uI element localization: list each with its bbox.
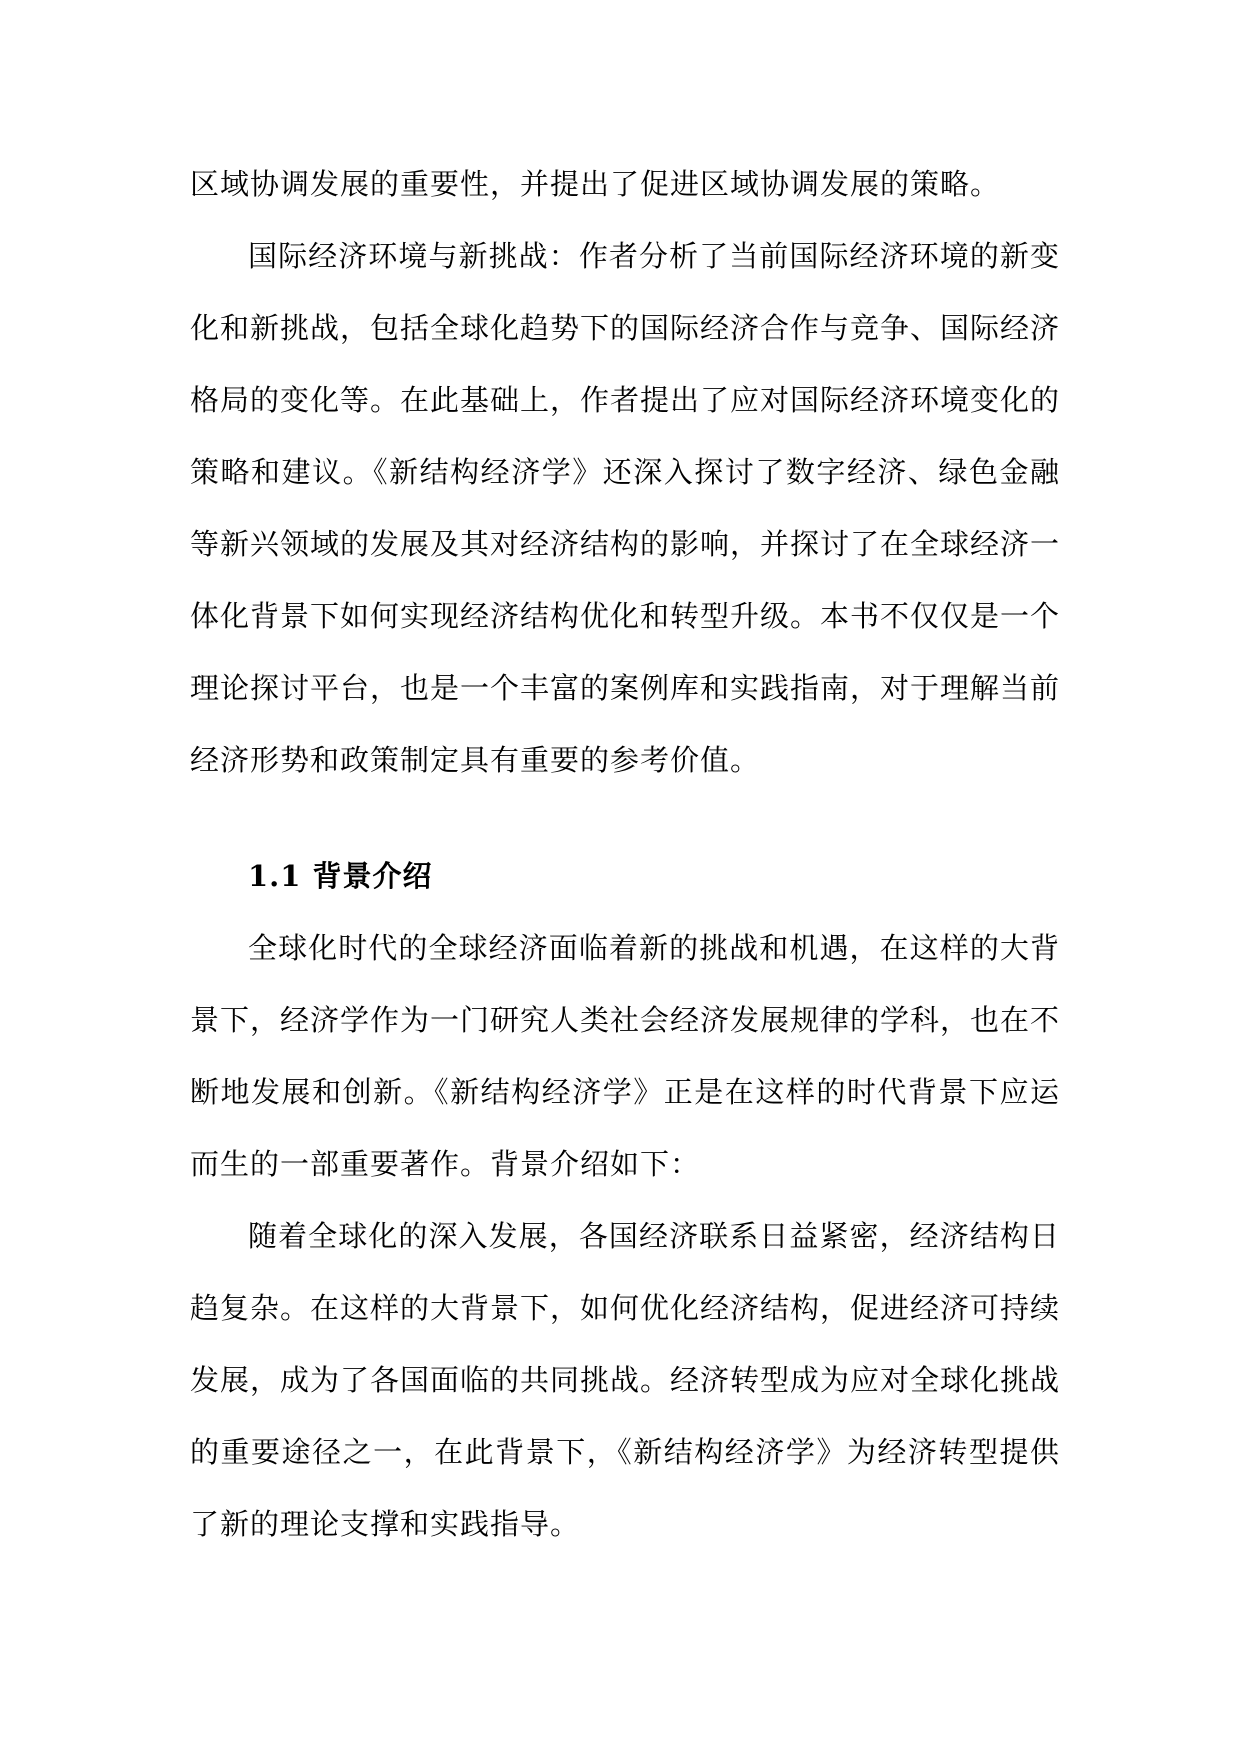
section-heading-background: 1.1 背景介绍 xyxy=(248,859,433,893)
paragraph-globalization: 随着全球化的深入发展，各国经济联系日益紧密，经济结构日趋复杂。在这样的大背景下，如何优化经济结构，促进经济可持续发展，成为了各国面临的共同挑战。经济转型成为应对全球化挑战的重要途径之一，在此背景下，《新结构经济学》为经济转型提供了新的理论支撑和实践指导。 xyxy=(190,1219,1061,1541)
paragraph-regional-development: 区域协调发展的重要性，并提出了促进区域协调发展的策略。 xyxy=(190,167,1001,201)
paragraph-background-intro: 全球化时代的全球经济面临着新的挑战和机遇，在这样的大背景下，经济学作为一门研究人类社会经济发展规律的学科，也在不断地发展和创新。《新结构经济学》正是在这样的时代背景下应运而生的一部重要著作。背景介绍如下： xyxy=(190,931,1061,1181)
paragraph-international-environment: 国际经济环境与新挑战：作者分析了当前国际经济环境的新变化和新挑战，包括全球化趋势下的国际经济合作与竞争、国际经济格局的变化等。在此基础上，作者提出了应对国际经济环境变化的策略和建议。《新结构经济学》还深入探讨了数字经济、绿色金融等新兴领域的发展及其对经济结构的影响，并探讨了在全球经济一体化背景下如何实现经济结构优化和转型升级。本书不仅仅是一个理论探讨平台，也是一个丰富的案例库和实践指南，对于理解当前经济形势和政策制定具有重要的参考价值。 xyxy=(190,239,1061,777)
document-body xyxy=(190,148,1060,1560)
